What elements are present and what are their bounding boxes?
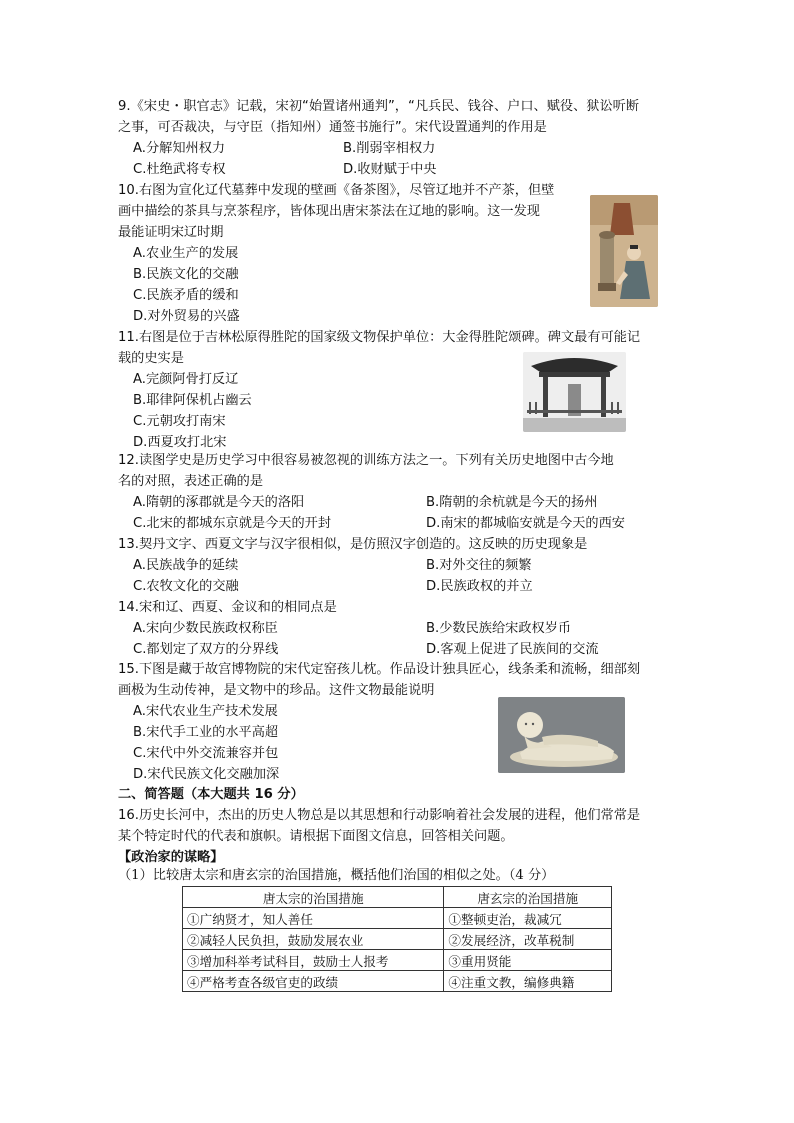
table-cell: ④严格考查各级官吏的政绩: [183, 971, 444, 992]
tea-mural-illustration: [590, 195, 658, 307]
q12-option-b: B.隋朝的余杭就是今天的扬州: [426, 495, 598, 510]
q10-stem-line2: 画中描绘的茶具与烹茶程序，皆体现出唐宋茶法在辽地的影响。这一发现: [118, 204, 540, 219]
q10-option-d: D.对外贸易的兴盛: [133, 309, 240, 324]
q12-option-c: C.北宋的都城东京就是今天的开封: [133, 516, 332, 531]
q13-option-c: C.农牧文化的交融: [133, 579, 239, 594]
q10-option-b: B.民族文化的交融: [133, 267, 239, 282]
q16-subsection-heading: 【政治家的谋略】: [118, 850, 224, 865]
q16-stem-line1: 16.历史长河中，杰出的历史人物总是以其思想和行动影响着社会发展的进程，他们常常是: [118, 808, 641, 823]
q10-stem-line3: 最能证明宋辽时期: [118, 225, 224, 240]
table-header-xuanzong: 唐玄宗的治国措施: [444, 887, 612, 908]
q9-stem-line1: 9.《宋史・职官志》记载，宋初“始置诸州通判”，“凡兵民、钱谷、户口、赋役、狱讼听断: [118, 99, 640, 114]
q9-option-b: B.削弱宰相权力: [343, 141, 436, 156]
table-cell: ①广纳贤才，知人善任: [183, 908, 444, 929]
q9-option-c: C.杜绝武将专权: [133, 162, 226, 177]
q11-stem-line2: 载的史实是: [118, 351, 184, 366]
q15-option-c: C.宋代中外交流兼容并包: [133, 746, 279, 761]
q16-stem-line2: 某个特定时代的代表和旗帜。请根据下面图文信息，回答相关问题。: [118, 829, 514, 844]
q13-stem-line1: 13.契丹文字、西夏文字与汉字很相似，是仿照汉字创造的。这反映的历史现象是: [118, 537, 588, 552]
q12-stem-line1: 12.读图学史是历史学习中很容易被忽视的训练方法之一。下列有关历史地图中古今地: [118, 453, 614, 468]
q15-option-b: B.宋代手工业的水平高超: [133, 725, 279, 740]
q11-option-a: A.完颜阿骨打反辽: [133, 372, 239, 387]
q11-option-b: B.耶律阿保机占幽云: [133, 393, 252, 408]
q15-option-a: A.宋代农业生产技术发展: [133, 704, 278, 719]
q9-stem-line2: 之事，可否裁决，与守臣（指知州）通签书施行”。宋代设置通判的作用是: [118, 120, 547, 135]
section-2-heading: 二、简答题（本大题共 16 分）: [118, 787, 304, 802]
q13-option-a: A.民族战争的延续: [133, 558, 239, 573]
table-cell: ③增加科举考试科目，鼓励士人报考: [183, 950, 444, 971]
q10-option-a: A.农业生产的发展: [133, 246, 239, 261]
q15-stem-line1: 15.下图是藏于故宫博物院的宋代定窑孩儿枕。作品设计独具匠心，线条柔和流畅，细部刻: [118, 662, 641, 677]
q9-option-d: D.收财赋于中央: [343, 162, 437, 177]
q14-option-a: A.宋向少数民族政权称臣: [133, 621, 278, 636]
table-cell: ③重用贤能: [444, 950, 612, 971]
table-row: [183, 950, 612, 971]
comparison-table: [182, 886, 612, 992]
table-cell: ②发展经济，改革税制: [444, 929, 612, 950]
q15-option-d: D.宋代民族文化交融加深: [133, 767, 280, 782]
table-cell: ①整顿吏治，裁减冗: [444, 908, 612, 929]
q12-option-a: A.隋朝的涿郡就是今天的洛阳: [133, 495, 305, 510]
porcelain-pillow-image: [498, 697, 625, 773]
q11-stem-line1: 11.右图是位于吉林松原得胜陀的国家级文物保护单位：大金得胜陀颂碑。碑文最有可能记: [118, 330, 641, 345]
q13-option-b: B.对外交往的频繁: [426, 558, 532, 573]
table-cell: ②减轻人民负担，鼓励发展农业: [183, 929, 444, 950]
pillow-illustration: [498, 697, 625, 773]
table-cell: ④注重文教，编修典籍: [444, 971, 612, 992]
q15-stem-line2: 画极为生动传神，是文物中的珍品。这件文物最能说明: [118, 683, 435, 698]
table-row: [183, 929, 612, 950]
q12-option-d: D.南宋的都城临安就是今天的西安: [426, 516, 625, 531]
q16-subquestion-1: （1）比较唐太宗和唐玄宗的治国措施，概括他们治国的相似之处。（4 分）: [118, 868, 555, 883]
table-row: [183, 971, 612, 992]
q12-stem-line2: 名的对照，表述正确的是: [118, 474, 264, 489]
table-header-row: [183, 887, 612, 908]
q14-option-b: B.少数民族给宋政权岁币: [426, 621, 572, 636]
table-row: [183, 908, 612, 929]
pavilion-illustration: [523, 352, 626, 432]
q14-stem-line1: 14.宋和辽、西夏、金议和的相同点是: [118, 600, 337, 615]
tea-mural-image: [590, 195, 658, 307]
q14-option-c: C.都划定了双方的分界线: [133, 642, 279, 657]
q10-stem-line1: 10.右图为宣化辽代墓葬中发现的壁画《备茶图》，尽管辽地并不产茶，但壁: [118, 183, 555, 198]
table-header-taizong: 唐太宗的治国措施: [183, 887, 444, 908]
q9-option-a: A.分解知州权力: [133, 141, 226, 156]
stele-pavilion-image: [523, 352, 626, 432]
q13-option-d: D.民族政权的并立: [426, 579, 533, 594]
q11-option-d: D.西夏攻打北宋: [133, 435, 227, 450]
q11-option-c: C.元朝攻打南宋: [133, 414, 226, 429]
q10-option-c: C.民族矛盾的缓和: [133, 288, 239, 303]
q14-option-d: D.客观上促进了民族间的交流: [426, 642, 599, 657]
